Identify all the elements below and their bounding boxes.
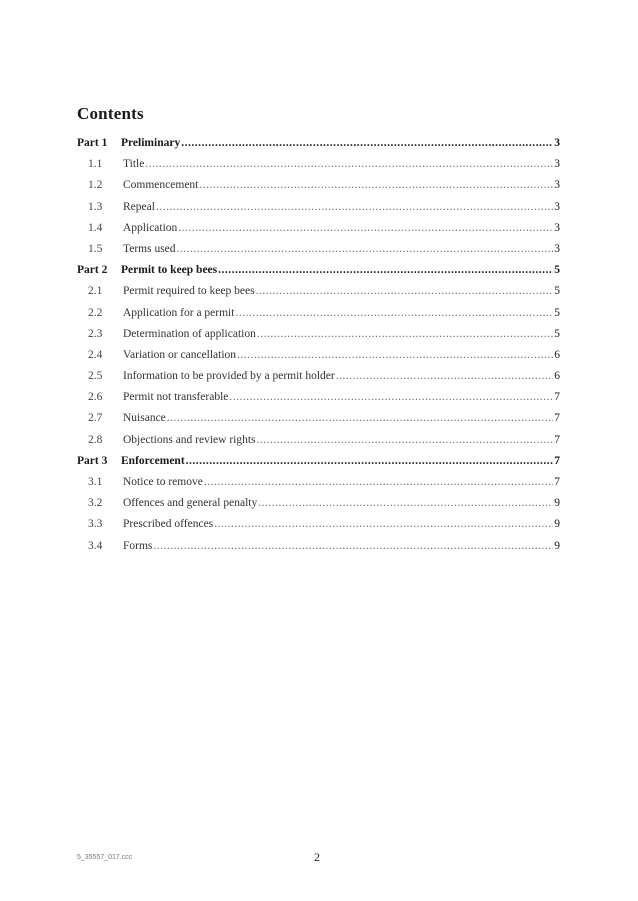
toc-section-title: Application	[123, 221, 178, 234]
toc-section-title: Information to be provided by a permit holder	[123, 370, 335, 383]
toc-page-number: 5	[554, 306, 560, 319]
toc-section-number: 2.4	[88, 348, 103, 361]
toc-page-number: 9	[554, 497, 560, 510]
toc-section-number: 3.3	[88, 518, 103, 531]
toc-section-entry[interactable]	[77, 366, 560, 387]
toc-section-number: 3.2	[88, 497, 103, 510]
dot-leader	[204, 472, 553, 493]
toc-part-number: Part 2	[77, 264, 108, 277]
toc-page-number: 5	[554, 264, 560, 277]
dot-leader	[199, 175, 553, 196]
dot-leader	[257, 324, 553, 345]
dot-leader	[257, 430, 554, 451]
toc-section-number: 1.1	[88, 158, 103, 171]
toc-section-entry[interactable]	[77, 154, 560, 175]
dot-leader	[167, 408, 553, 429]
toc-page-number: 6	[554, 370, 560, 383]
dot-leader	[218, 260, 553, 281]
toc-section-entry[interactable]	[77, 324, 560, 345]
toc-section-title: Determination of application	[123, 327, 256, 340]
toc-page-number: 5	[554, 285, 560, 298]
toc-section-number: 2.7	[88, 412, 103, 425]
toc-section-title: Permit not transferable	[123, 391, 229, 404]
dot-leader	[237, 345, 553, 366]
toc-section-title: Title	[123, 158, 145, 171]
dot-leader	[235, 303, 553, 324]
toc-section-title: Forms	[123, 539, 153, 552]
toc-section-title: Terms used	[123, 242, 176, 255]
toc-section-number: 1.2	[88, 179, 103, 192]
toc-part-title: Permit to keep bees	[121, 264, 218, 277]
toc-section-entry[interactable]	[77, 408, 560, 429]
dot-leader	[256, 281, 554, 302]
toc-section-title: Nuisance	[123, 412, 166, 425]
dot-leader	[156, 197, 553, 218]
document-reference: 5_35557_017.ccc	[77, 854, 133, 861]
toc-section-title: Permit required to keep bees	[123, 285, 255, 298]
toc-section-entry[interactable]	[77, 345, 560, 366]
toc-section-title: Variation or cancellation	[123, 348, 237, 361]
dot-leader	[186, 451, 554, 472]
toc-section-number: 3.4	[88, 539, 103, 552]
toc-part-entry[interactable]	[77, 260, 560, 281]
dot-leader	[258, 493, 553, 514]
toc-page-number: 3	[554, 221, 560, 234]
toc-part-title: Preliminary	[121, 137, 181, 149]
toc-section-entry[interactable]	[77, 281, 560, 302]
toc-section-number: 2.3	[88, 327, 103, 340]
toc-page-number: 3	[554, 200, 560, 213]
toc-page-number: 3	[554, 242, 560, 255]
toc-part-number: Part 3	[77, 454, 108, 467]
dot-leader	[229, 387, 553, 408]
toc-part-entry[interactable]	[77, 133, 560, 154]
toc-section-title: Objections and review rights	[123, 433, 256, 446]
toc-page-number: 7	[554, 476, 560, 488]
toc-section-entry[interactable]	[77, 218, 560, 239]
toc-section-number: 3.1	[88, 476, 103, 488]
toc-section-number: 2.2	[88, 306, 103, 319]
toc-section-title: Notice to remove	[123, 476, 203, 488]
toc-page-number: 3	[554, 158, 560, 171]
dot-leader	[214, 514, 553, 535]
toc-section-entry[interactable]	[77, 514, 560, 535]
toc-page-number: 6	[554, 348, 560, 361]
toc-section-title: Prescribed offences	[123, 518, 214, 531]
dot-leader	[178, 218, 553, 239]
toc-part-title: Enforcement	[121, 454, 185, 467]
toc-section-title: Application for a permit	[123, 306, 235, 319]
dot-leader	[177, 239, 554, 260]
toc-page-number: 9	[554, 539, 560, 552]
toc-page-number: 7	[554, 391, 560, 404]
toc-page-number: 7	[554, 412, 560, 425]
dot-leader	[153, 536, 553, 557]
toc-section-number: 2.6	[88, 391, 103, 404]
dot-leader	[181, 133, 553, 154]
toc-page-number: 3	[554, 179, 560, 192]
toc-page-number: 7	[554, 454, 560, 467]
toc-section-entry[interactable]	[77, 536, 560, 557]
toc-part-entry[interactable]	[77, 451, 560, 472]
contents-heading: Contents	[77, 104, 144, 123]
toc-section-entry[interactable]	[77, 197, 560, 218]
toc-page-number: 9	[554, 518, 560, 531]
toc-section-title: Commencement	[123, 179, 199, 192]
toc-section-entry[interactable]	[77, 175, 560, 196]
page-number: 2	[314, 850, 320, 864]
dot-leader	[336, 366, 554, 387]
toc-section-entry[interactable]	[77, 472, 560, 493]
toc-section-entry[interactable]	[77, 387, 560, 408]
toc-section-entry[interactable]	[77, 430, 560, 451]
toc-section-number: 1.5	[88, 242, 103, 255]
dot-leader	[145, 154, 553, 175]
toc-page-number: 3	[554, 137, 560, 149]
toc-section-number: 2.1	[88, 285, 103, 298]
toc-section-entry[interactable]	[77, 303, 560, 324]
toc-section-number: 1.3	[88, 200, 103, 213]
toc-section-entry[interactable]	[77, 239, 560, 260]
toc-section-entry[interactable]	[77, 493, 560, 514]
toc-part-number: Part 1	[77, 137, 108, 149]
toc-page-number: 5	[554, 327, 560, 340]
toc-section-number: 1.4	[88, 221, 103, 234]
toc-page-number: 7	[554, 433, 560, 446]
toc-section-number: 2.8	[88, 433, 103, 446]
toc-section-title: Offences and general penalty	[123, 497, 258, 510]
table-of-contents	[77, 133, 560, 557]
toc-section-title: Repeal	[123, 200, 155, 213]
toc-section-number: 2.5	[88, 370, 103, 383]
